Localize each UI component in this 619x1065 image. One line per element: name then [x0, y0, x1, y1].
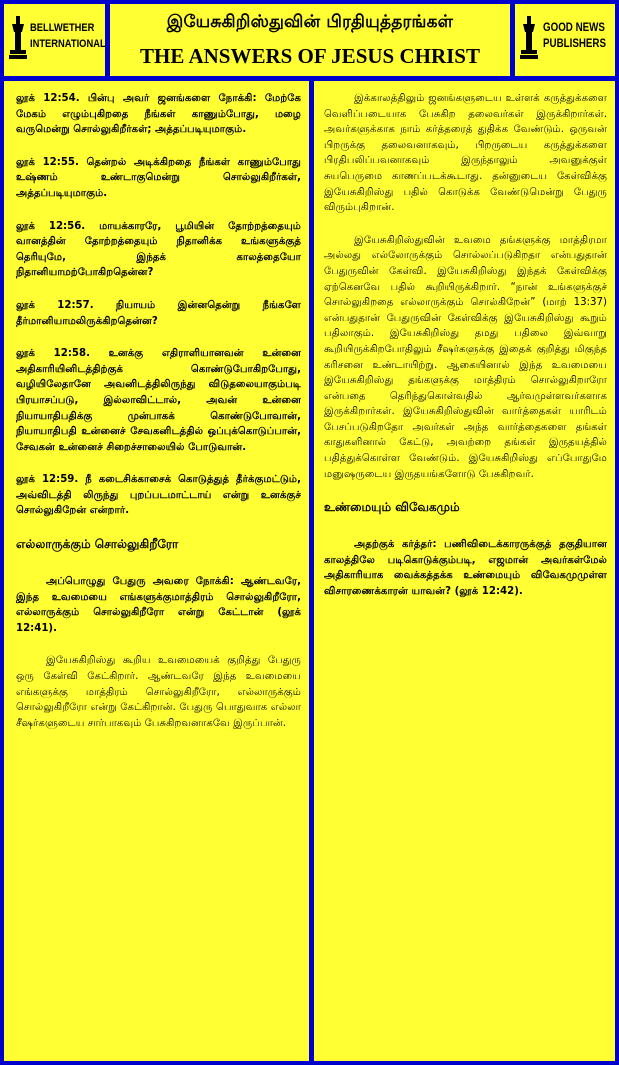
section-heading: எல்லாருக்கும் சொல்லுகிறீரோ [16, 537, 179, 552]
tamil-title: இயேசுகிறிஸ்துவின் பிரதியுத்தரங்கள் [166, 12, 454, 32]
page-header [110, 4, 510, 76]
verse-luke-12-42: அதற்குக் கர்த்தர்: பணிவிடைக்காரருக்குத் தகுதியான காலத்திலே படிகொடுக்கும்படி, எஜமான் அவர்கள்மேல் அதிகாரியாக வைக்கத்தக்க உண்மையும் விவேகமுமுள்ள விசாரணைக்காரன் யாவன்? (லூக் 12:42). [324, 539, 607, 598]
left-column [4, 81, 309, 1061]
logo-line-1: BELLWETHER [30, 22, 95, 34]
logo-line-2: INTERNATIONAL [30, 38, 106, 50]
verse-luke-12-41: அப்பொழுது பேதுரு அவரை நோக்கி: ஆண்டவரே, இந்த உவமையை எங்களுக்குமாத்திரம் சொல்லுகிறீரோ, எல்லாருக்கும் சொல்லுகிறீரோ என்று கேட்டான் (லூக் 12:41). [16, 576, 301, 634]
publisher-name [543, 20, 606, 52]
section-heading: உண்மையும் விவேகமும் [324, 500, 460, 515]
commentary-paragraph: இயேசுகிறிஸ்துவின் உவமை தங்களுக்கு மாத்திரமா அல்லது எல்லோருக்கும் சொல்லப்படுகிறதா என்பதுதான் பேதுருவின் கேள்வி. இயேசுகிறிஸ்து இந்தக் கேள்விக்கு ஏற்கெனவே பதில் கூறியிருக்கிறார். “நான் உங்களுக்குச் சொல்லுகிறதை எல்லாருக்கும் சொல்கிறேன்” (மாற் 13:37) என்பதுதான் பேதுருவின் கேள்விக்கு இயேசுகிறிஸ்து கூறும் பதிலாகும். இயேசுகிறிஸ்து தமது பதிலை இவ்வாறு கூறியிருக்கிறபோதிலும் சீஷர்களுக்கு இதைக் குறித்து மிகுந்த கரிசனை உண்டாயிற்று. ஆகையினால் இந்த உவமையை இயேசுகிறிஸ்து தங்களுக்கு மாத்திரம் சொல்லுகிறாரோ என்பதை தெரிந்துகொள்வதில் ஆர்வமுள்ளவர்களாக இருக்கிறார்கள். இயேசுகிறிஸ்துவின் வார்த்தைகள் யாரிடம் பேசப்படுகிறதோ அவர்கள் அந்த வார்த்தைகளை தங்கள் காதுகளினால் கேட்டு, அவற்றை தங்கள் இருதயத்தில் பதித்துக்கொள்ள வேண்டும். இயேசுகிறிஸ்து எப்போதுமே மனுஷருடைய இருதயங்களோடு பேசுகிறவர். [324, 234, 607, 480]
verse-luke-12-56: லூக் 12:56. மாயக்காரரே, பூமியின் தோற்றத்தையும் வானத்தின் தோற்றத்தையும் நிதானிக்க உங்களுக்குத் தெரியுமே, இந்தக் காலத்தையோ நிதானியாமற்போகிறதென்ன? [16, 220, 301, 279]
english-title: THE ANSWERS OF JESUS CHRIST [140, 44, 480, 68]
bellwether-logo [4, 4, 105, 76]
publisher-name [30, 20, 106, 52]
verse-luke-12-57: லூக் 12:57. நியாயம் இன்னதென்று நீங்களே தீர்மானியாமலிருக்கிறதென்ன? [16, 299, 301, 327]
right-column [314, 81, 615, 1061]
verse-luke-12-55: லூக் 12:55. தென்றல் அடிக்கிறதை நீங்கள் காணும்போது உஷ்ணம் உண்டாகுமென்று சொல்லுகிறீர்கள், அத்தப்படியுமாகும். [16, 156, 301, 199]
verse-luke-12-54: லூக் 12:54. பின்பு அவர் ஜனங்களை நோக்கி: மேற்கே மேகம் எழும்புகிறதை நீங்கள் காணும்போது, மழை வருமென்று சொல்லுகிறீர்கள்; அத்தப்படியுமாகும். [16, 93, 301, 136]
verse-luke-12-58: லூக் 12:58. உனக்கு எதிராளியானவன் உன்னை அதிகாரியினிடத்திற்குக் கொண்டுபோகிறபோது, வழியிலேதானே அவனிடத்திலிருந்து விடுதலையாகும்படி பிரயாசப்படு, இல்லாவிட்டால், அவன் உன்னை நியாயாதிபதிக்கு முன்பாகக் கொண்டுபோவான், நியாயாதிபதி உன்னைச் சேவகனிடத்தில் ஒப்புக்கொடுப்பான், சேவகன் உன்னைச் சிறைச்சாலையில் போடுவான். [16, 348, 301, 453]
lamp-icon [520, 16, 538, 60]
logo-line-2: PUBLISHERS [543, 38, 607, 50]
good-news-logo [515, 4, 615, 76]
commentary-paragraph: இயேசுகிறிஸ்து கூறிய உவமையைக் குறித்து பேதுரு ஒரு கேள்வி கேட்கிறார். ஆண்டவரே இந்த உவமையை எங்களுக்கு மாத்திரம் சொல்லுகிறீரோ, எல்லாருக்கும் சொல்லுகிறீரோ என்று கேட்கிறான். பேதுரு பொதுவாக எல்லா சீஷர்களுடைய சார்பாகவும் பேசுகிறவனாகவே இருப்பான். [16, 655, 301, 729]
verse-luke-12-59: லூக் 12:59. நீ கடைசிக்காசைக் கொடுத்துத் தீர்க்குமட்டும், அவ்விடத்தி லிருந்து புறப்படமாட்டாய் என்று உனக்குச் சொல்லுகிறேன் என்றார். [16, 474, 301, 517]
logo-line-1: GOOD NEWS [543, 22, 605, 34]
commentary-paragraph: இக்காலத்திலும் ஜனங்களுடைய உள்ளக் கருத்துக்களை வெளிப்படையாக பேசுகிற தலைவர்கள் இருக்கிறார்கள். அவர்களுக்காக நாம் கர்த்தரைத் துதிக்க வேண்டும். ஒருவன் பிறருக்கு தலைவனாகவும், பிறருடைய கருத்துக்களை பிரதிபலிப்பவனாகவும் இருந்தாலும் அவனுக்குள் சுயபெருமை காணப்படக்கூடாது. தன்னுடைய கேள்விக்கு இயேசுகிறிஸ்து பதில் கொடுக்க வேண்டுமென்று பேதுரு விரும்புகிறான். [324, 93, 607, 214]
lamp-icon [9, 16, 27, 60]
